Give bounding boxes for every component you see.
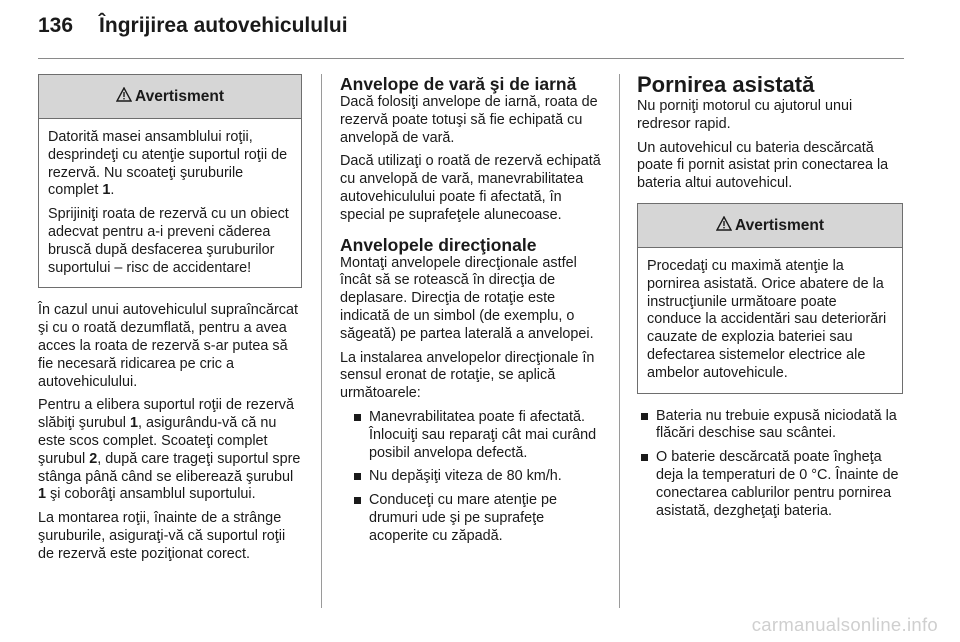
warning-title: Avertisment (734, 216, 824, 234)
callout-number: 2 (89, 450, 98, 467)
warning-header (638, 204, 902, 248)
warning-box (637, 203, 903, 394)
list-item: Bateria nu trebuie expusă niciodată la flăcări deschise sau scântei. (639, 408, 903, 444)
body-paragraph: Montaţi anvelopele direcţionale astfel încât să se rotească în direcţia de deplasare. Direcţia de rotaţie este indicată de un simbol (de exemplu, o săgeată) pe partea laterală a anvelopei. (340, 254, 594, 342)
warning-body (638, 248, 902, 393)
body-paragraph: Dacă utilizaţi o roată de rezervă echipată cu anvelopă de vară, manevrabilitatea autovehiculului poate fi afectată, în special pe suprafeţele alunecoase. (340, 153, 601, 223)
body-paragraph: Dacă folosiţi anvelope de iarnă, roata de rezervă poate totuşi să fie echipată cu anvelopă de vară. (340, 94, 598, 146)
body-paragraph: La montarea roţii, înainte de a strânge şuruburile, asiguraţi-vă că suportul roţii de rezervă este poziţionat corect. (38, 510, 286, 562)
callout-number: 1 (38, 486, 47, 503)
body-paragraph (38, 397, 302, 504)
warning-paragraph: Procedaţi cu maximă atenţie la pornirea asistată. Orice abatere de la instrucţiunile următoare poate conduce la accidentări sau deteriorări cauzate de explozia bateriei sau defectarea sistemelor electrice ale ambelor autovehicule. (647, 257, 887, 381)
text-run: , asigurându-vă că nu este scos complet. Scoateţi complet şurubul (38, 415, 277, 467)
column-1 (38, 74, 302, 570)
warning-body (39, 119, 301, 287)
body-paragraph: Nu porniţi motorul cu ajutorul unui redresor rapid. (637, 98, 853, 132)
warning-triangle-icon (116, 87, 132, 107)
list-item: Conduceţi cu mare atenţie pe drumuri ude şi pe suprafeţe acoperite cu zăpadă. (352, 492, 604, 545)
page-number: 136 (38, 14, 74, 37)
column-3 (637, 74, 903, 526)
watermark: carmanualsonline.info (751, 614, 938, 635)
column-divider-2 (619, 74, 620, 608)
warning-box (38, 74, 302, 288)
body-paragraph: La instalarea anvelopelor direcţionale în sensul eronat de rotaţie, se aplică următoarele: (340, 349, 595, 402)
warning-title: Avertisment (134, 87, 224, 105)
section-heading: Anvelope de vară şi de iarnă (340, 74, 577, 94)
bullet-list (352, 409, 604, 546)
callout-number: 1 (130, 415, 139, 432)
list-item: O baterie descărcată poate îngheţa deja la temperaturi de 0 °C. Înainte de conectarea cablurilor pentru pornirea asistată, dezgheţaţi bateria. (639, 449, 903, 520)
page-header (38, 14, 348, 44)
list-item: Manevrabilitatea poate fi afectată. Înlocuiţi sau reparaţi cât mai curând posibil anvelopa defectă. (352, 409, 604, 462)
section-heading: Anvelopele direcţionale (340, 234, 537, 255)
column-2 (340, 74, 604, 552)
section-heading: Pornirea asistată (637, 72, 815, 97)
text-run: şi coborâţi ansamblul suportului. (46, 486, 256, 503)
page-title: Îngrijirea autovehiculului (99, 14, 348, 37)
list-item: Nu depăşiţi viteza de 80 km/h. (352, 468, 604, 486)
header-divider (38, 58, 904, 59)
warning-header (39, 75, 301, 119)
text-run: . (110, 182, 115, 199)
body-paragraph: În cazul unui autovehiculul supraîncărcat şi cu o roată dezumflată, pentru a avea acces la roata de rezervă s-ar putea să fie necesară ridicarea pe cric a autovehiculului. (38, 302, 298, 390)
warning-paragraph (48, 129, 292, 200)
bullet-list (639, 408, 903, 521)
text-run: Datorită masei ansamblului roţii, desprindeţi cu atenţie suportul roţii de rezervă. Nu scoateţi şuruburile complet (48, 129, 288, 199)
text-run: , după care trageţi suportul spre stânga până când se eliberează şurubul (38, 450, 301, 485)
text-run: Pentru a elibera suportul roţii de rezervă slăbiţi şurubul (38, 397, 294, 432)
body-paragraph: Un autovehicul cu bateria descărcată poate fi pornit asistat prin conectarea la bateria altui autovehicul. (637, 139, 889, 192)
warning-triangle-icon (716, 216, 732, 236)
warning-paragraph: Sprijiniţi roata de rezervă cu un obiect adecvat pentru a-i preveni căderea bruscă după desfacerea şuruburilor suportului – risc de accidentare! (48, 206, 289, 276)
callout-number: 1 (102, 182, 111, 199)
column-divider-1 (321, 74, 322, 608)
